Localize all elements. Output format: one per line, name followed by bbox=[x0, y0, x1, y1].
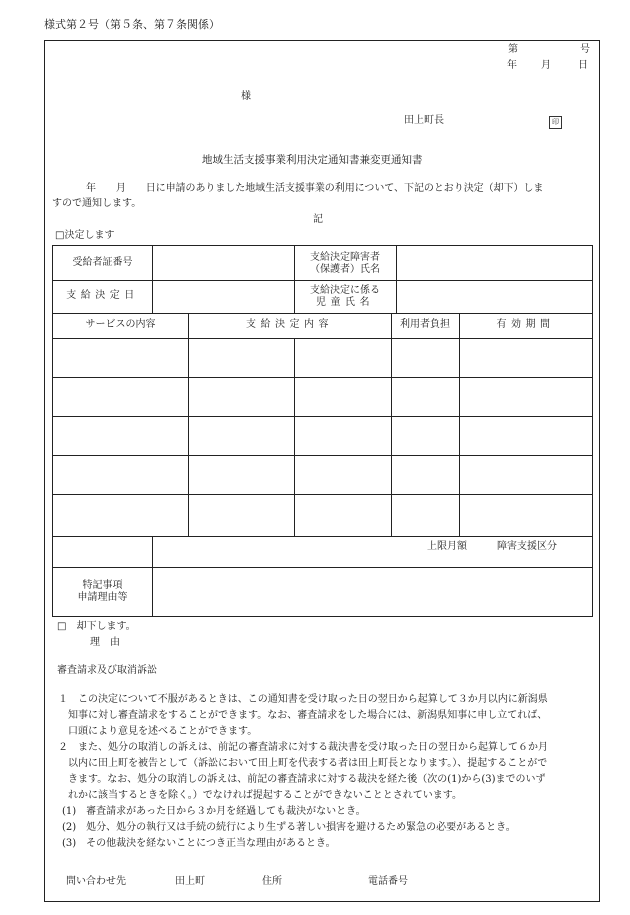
intro-line-1: 年 月 日に申請のありました地域生活支援事業の利用について、下記のとおり決定（却下）しま bbox=[86, 183, 544, 194]
support-class-label: 障害支援区分 bbox=[497, 541, 557, 552]
disabled-person-name-label-line2: （保護者）氏名 bbox=[310, 264, 380, 275]
contact-address-label: 住所 bbox=[262, 876, 282, 887]
ki-heading: 記 bbox=[313, 214, 323, 225]
date-year: 年 bbox=[507, 60, 517, 71]
appeal-line: (2) 処分、処分の執行又は手続の続行により生ずる著しい損害を避けるため緊急の必要があるとき。 bbox=[62, 822, 516, 833]
remarks-field[interactable] bbox=[152, 567, 592, 617]
user-burden-header: 利用者負担 bbox=[400, 319, 450, 331]
remarks-label-line2: 申請理由等 bbox=[77, 592, 128, 603]
service-content-header: サービスの内容 bbox=[85, 319, 156, 331]
decision-table bbox=[52, 245, 593, 617]
disabled-person-name-label-line1: 支給決定障害者 bbox=[310, 251, 380, 263]
decision-date-label: 支給決定日 bbox=[66, 290, 139, 302]
contact-town: 田上町 bbox=[175, 876, 205, 887]
number-prefix: 第 bbox=[508, 44, 518, 55]
child-name-field[interactable] bbox=[396, 280, 592, 313]
appeal-line: 以内に田上町を被告として（訴訟において田上町を代表する者は田上町長となります。）、提起することがで bbox=[58, 758, 548, 769]
date-day: 日 bbox=[578, 60, 588, 71]
contact-phone-label: 電話番号 bbox=[368, 876, 408, 887]
remarks-label bbox=[53, 567, 152, 617]
appeal-line: (3) その他裁決を経ないことにつき正当な理由があるとき。 bbox=[62, 838, 336, 849]
recipient-number-label: 受給者証番号 bbox=[72, 256, 133, 268]
intro-line-2: すので通知します。 bbox=[52, 198, 142, 209]
issuer-name: 田上町長 bbox=[404, 115, 444, 126]
service-rows-area[interactable] bbox=[53, 338, 592, 536]
decided-checkbox-label: □決定します bbox=[55, 230, 115, 241]
recipient-number-field[interactable] bbox=[152, 246, 294, 280]
child-name-label-line2: 児童氏名 bbox=[316, 297, 374, 308]
decision-date-field[interactable] bbox=[152, 280, 294, 313]
date-month: 月 bbox=[541, 60, 551, 71]
rejected-checkbox-label: □ 却下します。 bbox=[57, 621, 136, 632]
appeal-heading: 審査請求及び取消訴訟 bbox=[57, 665, 157, 676]
remarks-label-line1: 特記事項 bbox=[82, 579, 123, 591]
appeal-line: 口頭により意見を述べることができます。 bbox=[58, 726, 258, 737]
form-number-label: 様式第２号（第５条、第７条関係） bbox=[44, 18, 220, 31]
appeal-line: １ この決定について不服があるときは、この通知書を受け取った日の翌日から起算して３か月以内に新潟県 bbox=[58, 694, 548, 705]
valid-period-header: 有効期間 bbox=[496, 319, 555, 331]
appeal-line: ２ また、処分の取消しの訴えは、前記の審査請求に対する裁決書を受け取った日の翌日から起算して６か月 bbox=[58, 742, 548, 753]
child-name-label-line1: 支給決定に係る bbox=[310, 284, 380, 296]
disabled-person-name-field[interactable] bbox=[396, 246, 592, 280]
appeal-line: (1) 審査請求があった日から３か月を経過しても裁決がないとき。 bbox=[62, 806, 366, 817]
contact-label: 問い合わせ先 bbox=[66, 876, 126, 887]
appeal-line: 知事に対し審査請求をすることができます。なお、審査請求をした場合には、新潟県知事に申し立てれば、 bbox=[58, 710, 548, 721]
appeal-line: きます。なお、処分の取消しの訴えは、前記の審査請求に対する裁決を経た後（次の(1)から(3)までのいず bbox=[58, 774, 546, 785]
addressee-suffix: 様 bbox=[241, 91, 251, 102]
reason-label: 理 由 bbox=[90, 637, 120, 648]
upper-limit-label: 上限月額 bbox=[427, 541, 467, 552]
decision-content-header: 支給決定内容 bbox=[246, 319, 333, 331]
disabled-person-name-label bbox=[294, 248, 396, 280]
document-title: 地域生活支援事業利用決定通知書兼変更通知書 bbox=[202, 154, 423, 166]
number-suffix: 号 bbox=[580, 44, 590, 55]
child-name-label bbox=[294, 281, 396, 313]
seal-mark: 印 bbox=[549, 116, 562, 129]
appeal-line: れかに該当するときを除く。）でなければ提起することができないこととされています。 bbox=[58, 790, 462, 801]
